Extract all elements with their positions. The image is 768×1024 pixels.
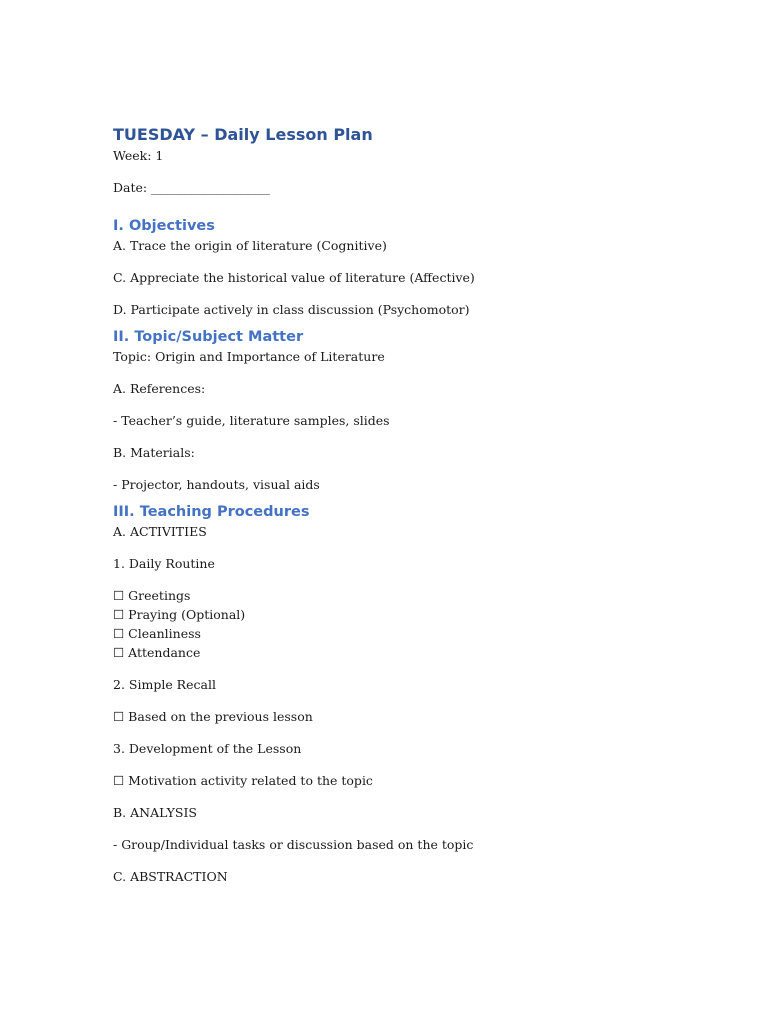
simple-recall-label: 2. Simple Recall (113, 677, 216, 692)
date-line: Date: ___________________ (113, 180, 270, 195)
materials-value: - Projector, handouts, visual aids (113, 477, 320, 492)
week-line: Week: 1 (113, 148, 164, 163)
references-value: - Teacher’s guide, literature samples, slides (113, 413, 390, 428)
activities-label: A. ACTIVITIES (113, 524, 207, 539)
development-label: 3. Development of the Lesson (113, 741, 302, 756)
daily-routine-item: ☐ Attendance (113, 645, 201, 660)
objectives-heading: I. Objectives (113, 218, 215, 234)
objective-item: A. Trace the origin of literature (Cognitive) (113, 238, 387, 253)
objective-item: D. Participate actively in class discussion (Psychomotor) (113, 302, 470, 317)
lesson-plan-page (113, 124, 693, 886)
daily-routine-item: ☐ Cleanliness (113, 626, 201, 641)
development-item: ☐ Motivation activity related to the topic (113, 773, 373, 788)
topic-line: Topic: Origin and Importance of Literature (113, 349, 385, 364)
procedures-heading: III. Teaching Procedures (113, 504, 310, 520)
analysis-item: - Group/Individual tasks or discussion based on the topic (113, 837, 474, 852)
materials-label: B. Materials: (113, 445, 195, 460)
simple-recall-item: ☐ Based on the previous lesson (113, 709, 313, 724)
objective-item: C. Appreciate the historical value of literature (Affective) (113, 270, 475, 285)
document-title: TUESDAY – Daily Lesson Plan (113, 125, 373, 144)
analysis-label: B. ANALYSIS (113, 805, 197, 820)
daily-routine-label: 1. Daily Routine (113, 556, 215, 571)
daily-routine-item: ☐ Greetings (113, 588, 191, 603)
abstraction-label: C. ABSTRACTION (113, 869, 228, 884)
topic-heading: II. Topic/Subject Matter (113, 329, 304, 345)
daily-routine-item: ☐ Praying (Optional) (113, 607, 246, 622)
references-label: A. References: (113, 381, 206, 396)
